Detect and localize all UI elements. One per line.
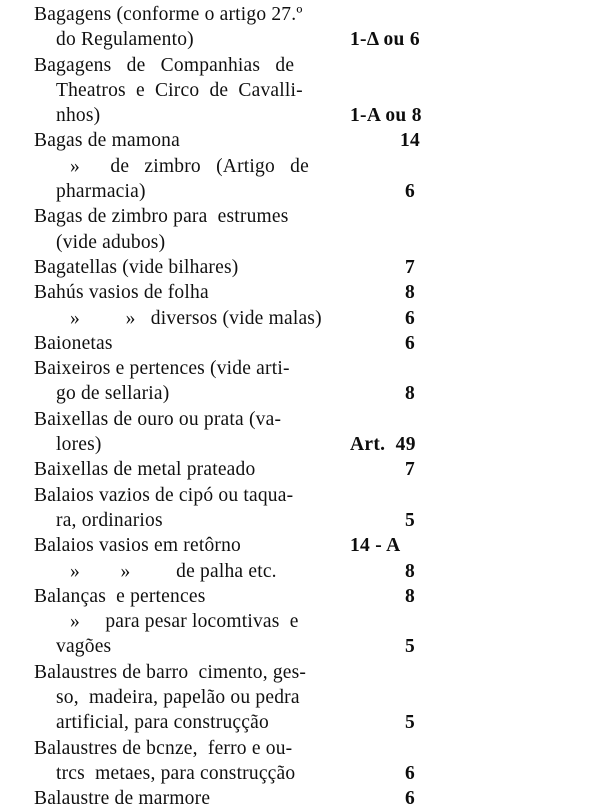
entry-line xyxy=(0,78,600,103)
index-entry xyxy=(0,154,600,205)
entry-text: Balanças e pertences xyxy=(34,585,206,607)
index-entry xyxy=(0,204,600,255)
entry-text: go de sellaria) xyxy=(56,383,170,405)
entry-line xyxy=(0,255,600,280)
entry-text: Bahús vasios de folha xyxy=(34,282,209,304)
entry-value: 5 xyxy=(404,509,416,531)
index-entry xyxy=(0,128,600,153)
entry-line xyxy=(0,710,600,735)
entry-line xyxy=(0,53,600,78)
entry-line xyxy=(0,331,600,356)
entry-value: 5 xyxy=(404,636,416,658)
entry-line xyxy=(0,204,600,229)
index-entry xyxy=(0,331,600,356)
index-entry xyxy=(0,533,600,558)
index-entry xyxy=(0,255,600,280)
index-entry xyxy=(0,584,600,609)
index-entry xyxy=(0,609,600,660)
entry-text: vagões xyxy=(56,636,112,658)
entry-value: 14 - A xyxy=(350,535,401,557)
entry-text: Balaustre de marmore xyxy=(34,788,211,810)
entry-value: 7 xyxy=(404,256,416,278)
index-entry xyxy=(0,356,600,407)
entry-line xyxy=(0,356,600,381)
entry-line xyxy=(0,407,600,432)
entry-text: Balaustres de barro cimento, ges- xyxy=(34,661,307,683)
entry-text: Bagas de mamona xyxy=(34,130,180,152)
entry-text: » » de palha etc. xyxy=(70,560,277,582)
entry-text: Bagas de zimbro para estrumes xyxy=(34,206,289,228)
entry-text: Balaios vazios de cipó ou taqua- xyxy=(34,484,294,506)
index-entry xyxy=(0,306,600,331)
index-entry xyxy=(0,786,600,811)
entry-line xyxy=(0,432,600,457)
entry-text: lores) xyxy=(56,434,102,456)
entry-line xyxy=(0,103,600,128)
entry-text: Bagagens (conforme o artigo 27.º xyxy=(34,4,303,25)
entry-text: » de zimbro (Artigo de xyxy=(70,155,309,177)
entry-text: pharmacia) xyxy=(56,181,146,203)
entry-line xyxy=(0,761,600,786)
entry-line xyxy=(0,2,600,27)
entry-value: 6 xyxy=(404,788,416,810)
entry-line xyxy=(0,609,600,634)
entry-value: 7 xyxy=(404,459,416,481)
entry-value: 6 xyxy=(404,762,416,784)
entry-value: 8 xyxy=(404,282,416,304)
entry-text: nhos) xyxy=(56,105,101,127)
entry-text: Balaios vasios em retôrno xyxy=(34,535,241,557)
entry-value: 8 xyxy=(404,383,416,405)
entry-text: Balaustres de bcnze, ferro e ou- xyxy=(34,737,293,759)
entry-text: Theatros e Circo de Cavalli- xyxy=(56,79,303,101)
entry-line xyxy=(0,786,600,811)
index-entry xyxy=(0,736,600,787)
entry-value: 8 xyxy=(404,560,416,582)
entry-text: Bagagens de Companhias de xyxy=(34,54,295,76)
index-entry xyxy=(0,559,600,584)
entry-line xyxy=(0,457,600,482)
entry-line xyxy=(0,508,600,533)
entry-value: 5 xyxy=(404,712,416,734)
entry-line xyxy=(0,306,600,331)
entry-value: 14 xyxy=(399,130,421,152)
entry-line xyxy=(0,736,600,761)
index-entry xyxy=(0,53,600,129)
entry-text: Bagatellas (vide bilhares) xyxy=(34,256,239,278)
entry-text: so, madeira, papelão ou pedra xyxy=(56,687,300,709)
entry-text: Baionetas xyxy=(34,332,113,354)
entry-line xyxy=(0,230,600,255)
entry-text: trcs metaes, para construçção xyxy=(56,762,296,784)
entry-text: Baixellas de ouro ou prata (va- xyxy=(34,408,282,430)
entry-text: Baixeiros e pertences (vide arti- xyxy=(34,358,290,380)
index-entry xyxy=(0,280,600,305)
entry-line xyxy=(0,27,600,52)
entry-line xyxy=(0,381,600,406)
entry-line xyxy=(0,280,600,305)
entry-value: 1-A ou 8 xyxy=(350,105,422,127)
entry-line xyxy=(0,660,600,685)
entry-line xyxy=(0,154,600,179)
entry-line xyxy=(0,685,600,710)
entry-value: Art. 49 xyxy=(350,434,416,456)
entry-value: 8 xyxy=(404,585,416,607)
entry-text: artificial, para construçção xyxy=(56,712,269,734)
entry-text: » » diversos (vide malas) xyxy=(70,307,322,329)
index-entry xyxy=(0,2,600,53)
index-entry xyxy=(0,660,600,736)
entry-text: (vide adubos) xyxy=(56,231,166,253)
entry-value: 6 xyxy=(404,307,416,329)
entry-text: » para pesar locomtivas e xyxy=(70,611,299,633)
entry-text: ra, ordinarios xyxy=(56,509,163,531)
entry-value: 6 xyxy=(404,332,416,354)
entry-line xyxy=(0,483,600,508)
index-entry xyxy=(0,483,600,534)
entry-line xyxy=(0,179,600,204)
entry-line xyxy=(0,533,600,558)
entry-text: Baixellas de metal prateado xyxy=(34,459,256,481)
entry-line xyxy=(0,634,600,659)
entry-line xyxy=(0,584,600,609)
index-entry xyxy=(0,457,600,482)
entry-line xyxy=(0,559,600,584)
entry-line xyxy=(0,128,600,153)
entry-value: 6 xyxy=(404,181,416,203)
entry-text: do Regulamento) xyxy=(56,29,194,51)
index-entry xyxy=(0,407,600,458)
entry-value: 1-Δ ou 6 xyxy=(350,29,420,51)
